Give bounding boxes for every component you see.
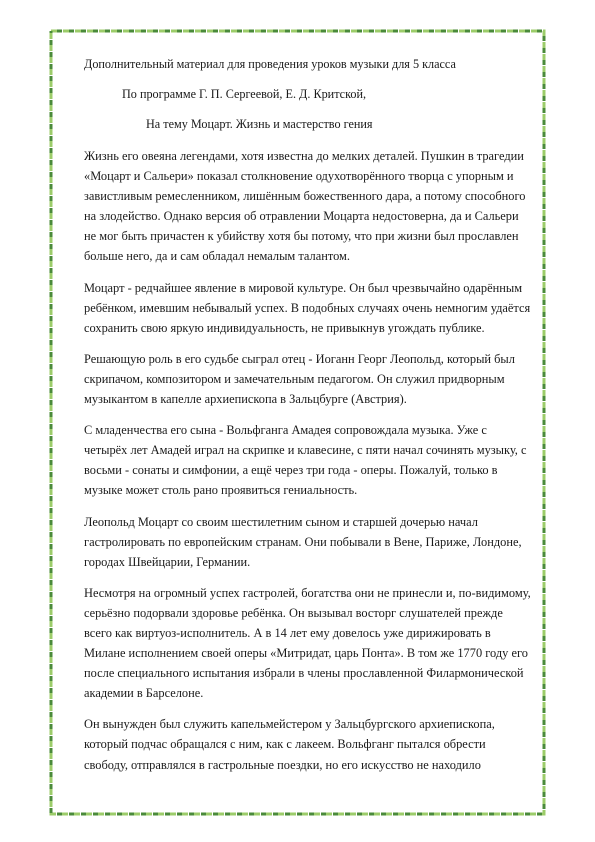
paragraph-3: Решающую роль в его судьбе сыграл отец - Иоганн Георг Леопольд, который был скрипачом, композитором и замечательным педагогом. Он служил придворным музыкантом в капелле архиепископа в Зальцбурге (Австрия).	[84, 351, 515, 407]
paragraph-7: Он вынужден был служить капельмейстером у Зальцбургского архиепископа, который подчас обращался с ним, как с лакеем. Вольфганг пытался обрести свободу, отправлялся в гастрольные поездки, но его искусство не находило	[84, 717, 495, 772]
document-content	[84, 56, 532, 775]
paragraph-2: Моцарт - редчайшее явление в мировой культуре. Он был чрезвычайно одарённым ребёнком, имевшим небывалый успех. В подобных случаях очень немногим удаётся сохранить свою яркую индивидуальность, не привыкнув угождать публике.	[84, 280, 531, 335]
document-heading-line-1: Дополнительный материал для проведения уроков музыки для 5 класса	[84, 57, 456, 71]
paragraph-5: Леопольд Моцарт со своим шестилетним сыном и старшей дочерью начал гастролировать по европейским странам. Они побывали в Вене, Париже, Лондоне, городах Швейцарии, Германии.	[84, 514, 522, 569]
paragraph-6: Несмотря на огромный успех гастролей, богатства они не принесли и, по-видимому, серьёзно подорвали здоровье ребёнка. Он вызывал восторг слушателей прежде всего как виртуоз-исполнитель. А в 14 лет ему довелось уже дирижировать в Милане исполнением своей оперы «Митридат, царь Понта». В том же 1770 году его после специального испытания избрали в члены прославленной Филармонической академии в Барселоне.	[84, 585, 531, 701]
paragraph-1: Жизнь его овеяна легендами, хотя известна до мелких деталей. Пушкин в трагедии «Моцарт и Сальери» показал столкновение одухотворённого творца с упорным и завистливым ремесленником, лишённым божественного дара, а потому способного на злодейство. Однако версия об отравлении Моцарта недостоверна, да и Сальери не мог быть причастен к убийству хотя бы потому, что при жизни был прославлен больше него, да и сам обладал немалым талантом.	[84, 149, 526, 264]
document-heading-line-3: На тему Моцарт. Жизнь и мастерство гения	[146, 117, 373, 131]
document-heading-line-2: По программе Г. П. Сергеевой, Е. Д. Критской,	[122, 87, 367, 101]
paragraph-4: С младенчества его сына - Вольфганга Амадея сопровождала музыка. Уже с четырёх лет Амадей играл на скрипке и клавесине, с пяти начал сочинять музыку, с восьми - сонаты и симфонии, а ещё через три года - оперы. Пожалуй, только в музыке может столь рано проявиться гениальность.	[84, 423, 527, 498]
